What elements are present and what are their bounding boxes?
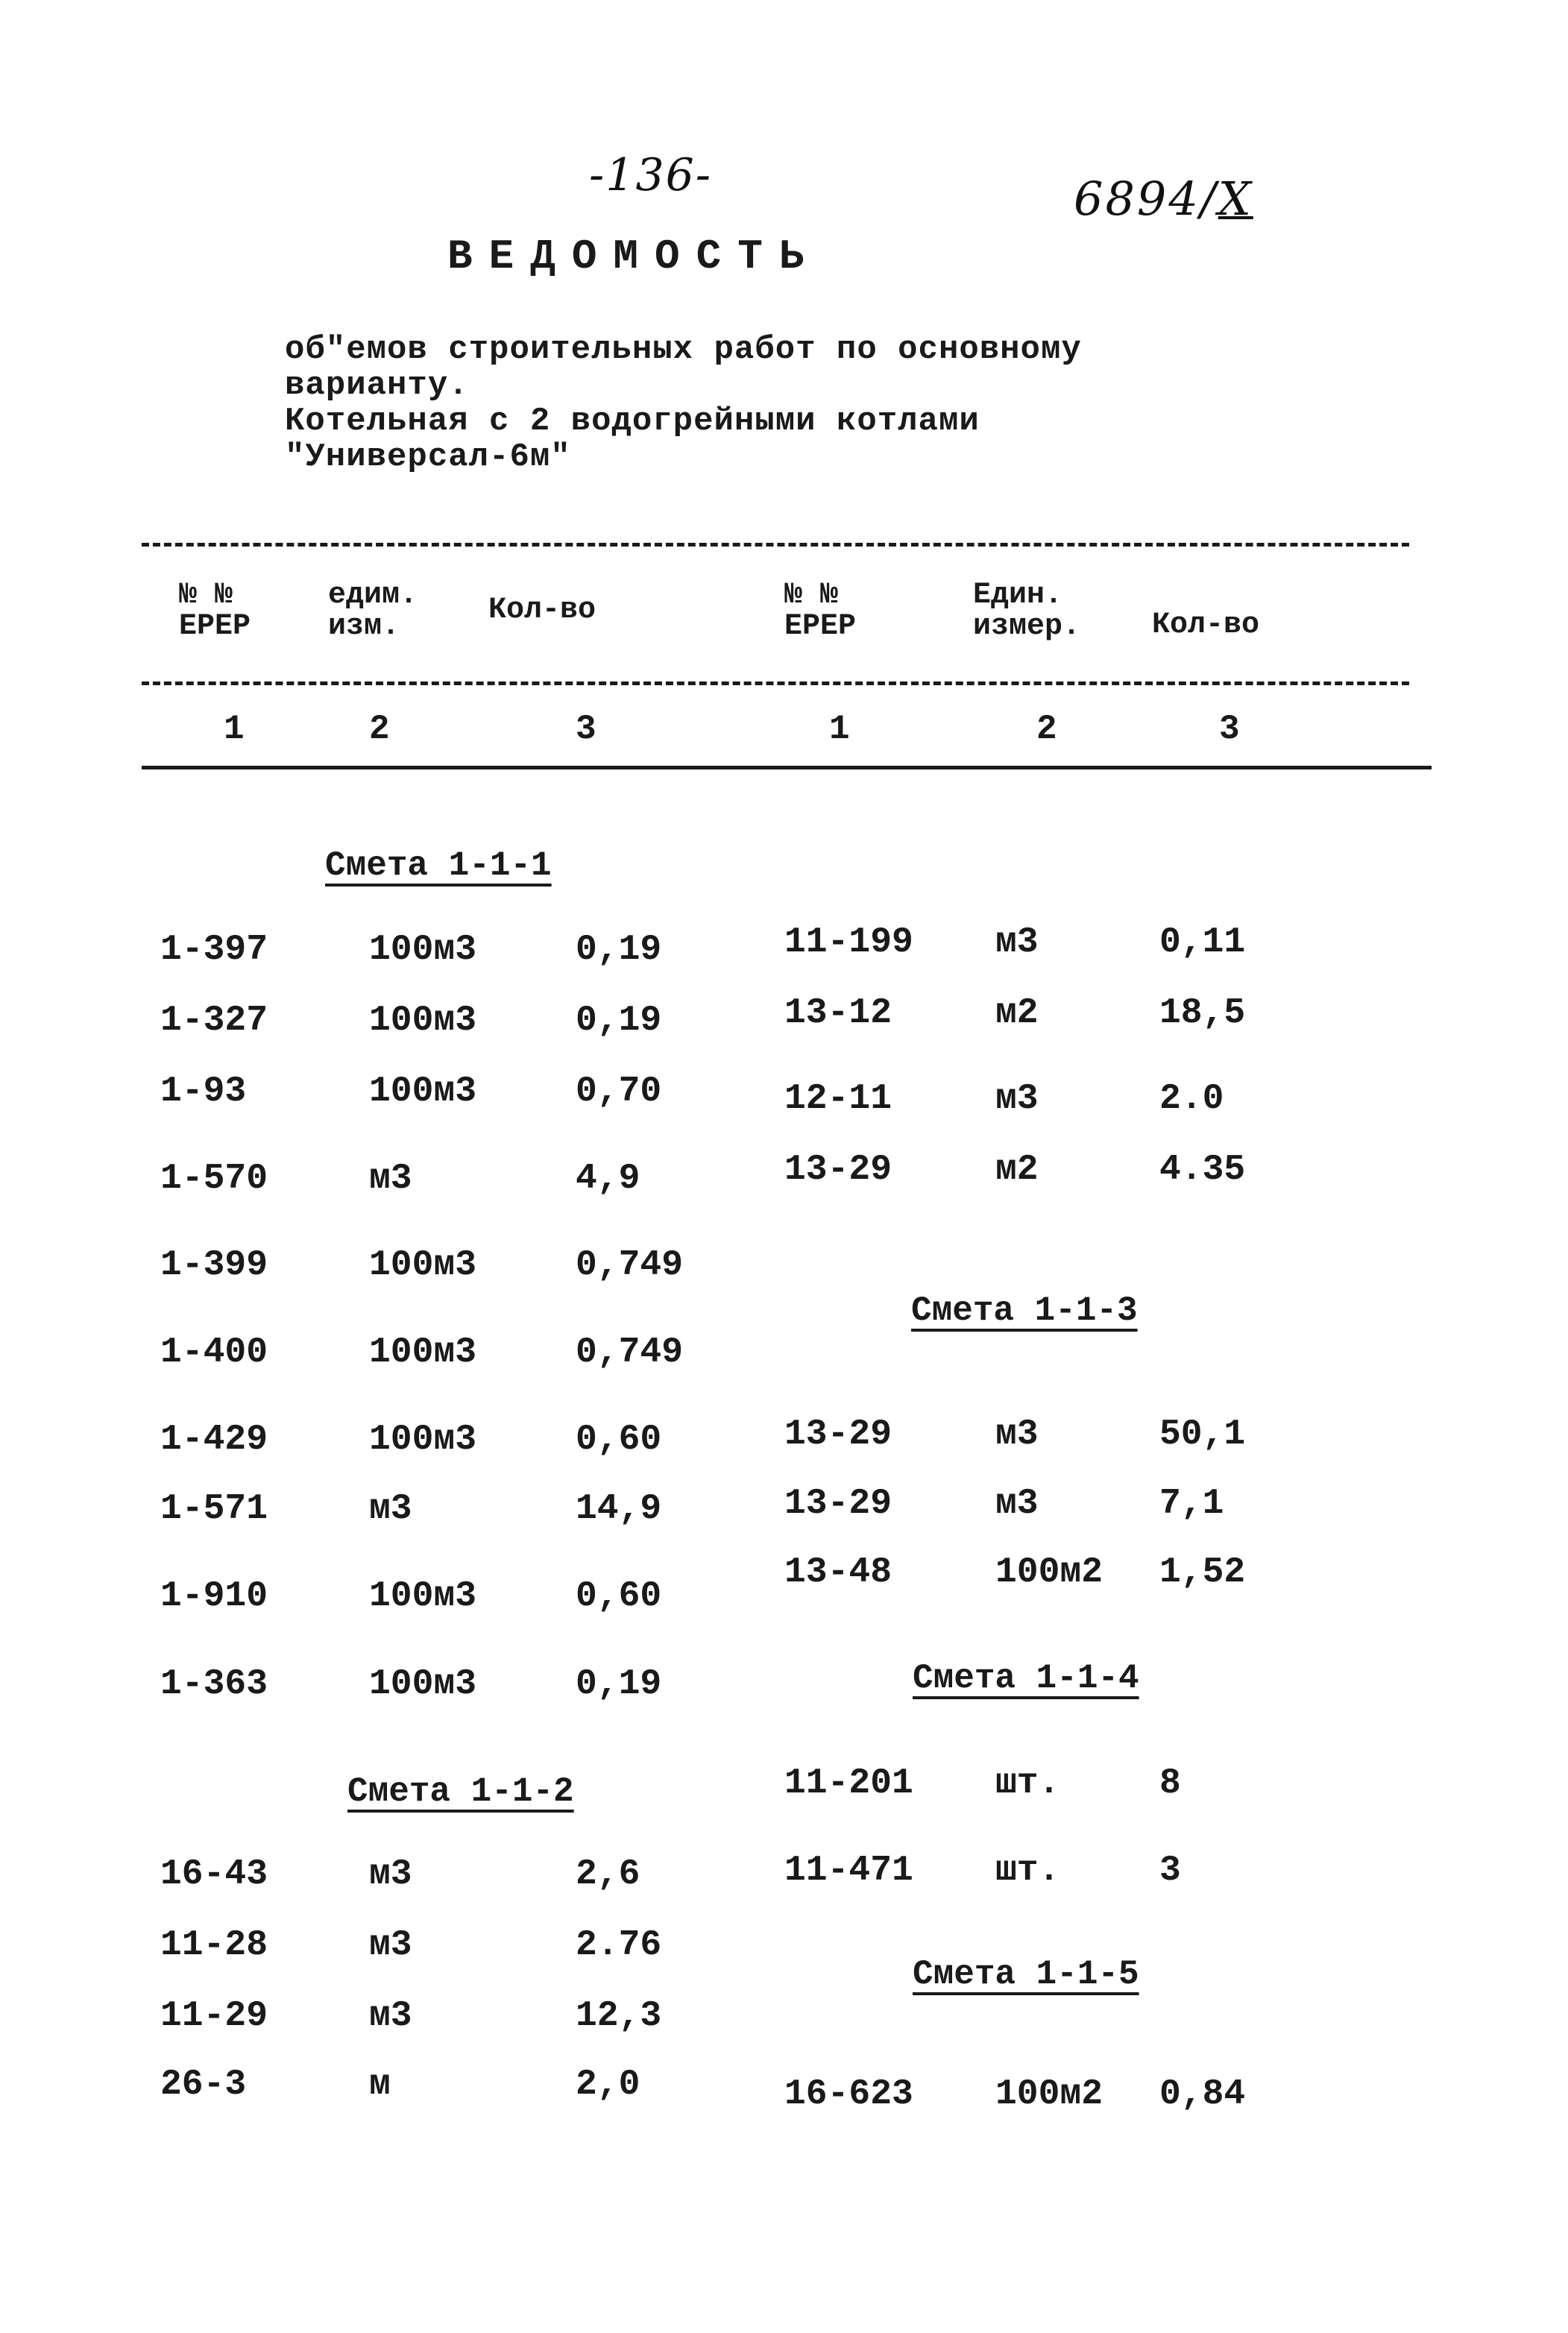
row-unit: шт. bbox=[995, 1763, 1060, 1804]
page-number: -136- bbox=[589, 149, 713, 201]
row-unit: 100м3 bbox=[369, 1245, 477, 1285]
row-code: 12-11 bbox=[784, 1079, 892, 1119]
header-top-rule bbox=[142, 543, 1409, 547]
document-title: ВЕДОМОСТЬ bbox=[447, 233, 821, 280]
row-unit: м3 bbox=[369, 1489, 412, 1529]
row-code: 1-399 bbox=[160, 1245, 268, 1285]
row-qty: 1,52 bbox=[1159, 1552, 1246, 1593]
row-code: 1-429 bbox=[160, 1420, 268, 1460]
row-unit: м2 bbox=[995, 1150, 1039, 1190]
row-unit: м2 bbox=[995, 993, 1039, 1033]
row-unit: 100м3 bbox=[369, 930, 477, 970]
row-qty: 2,0 bbox=[576, 2065, 640, 2105]
column-number: 3 bbox=[1219, 710, 1240, 749]
row-code: 13-48 bbox=[784, 1552, 892, 1593]
row-code: 1-397 bbox=[160, 930, 268, 970]
row-qty: 50,1 bbox=[1159, 1414, 1246, 1455]
row-code: 16-43 bbox=[160, 1854, 268, 1895]
document-code-number: 6894/ bbox=[1074, 171, 1218, 226]
row-code: 11-471 bbox=[784, 1851, 913, 1891]
row-unit: шт. bbox=[995, 1851, 1060, 1891]
row-unit: 100м3 bbox=[369, 1071, 477, 1112]
row-qty: 4,9 bbox=[576, 1159, 640, 1199]
column-number: 3 bbox=[576, 710, 596, 749]
row-unit: м3 bbox=[369, 1159, 412, 1199]
row-qty: 0,19 bbox=[576, 1664, 662, 1704]
row-code: 16-623 bbox=[784, 2074, 913, 2115]
row-unit: м3 bbox=[995, 1484, 1039, 1524]
subtitle-line-3: Котельная с 2 водогрейными котлами bbox=[285, 403, 980, 440]
document-code bbox=[1074, 171, 1253, 226]
row-qty: 2,6 bbox=[576, 1854, 640, 1895]
row-qty: 18,5 bbox=[1159, 993, 1246, 1033]
row-code: 1-363 bbox=[160, 1664, 268, 1704]
row-unit: 100м3 bbox=[369, 1664, 477, 1704]
row-code: 1-327 bbox=[160, 1001, 268, 1041]
row-unit: м3 bbox=[995, 1079, 1039, 1119]
row-unit: 100м3 bbox=[369, 1001, 477, 1041]
row-code: 13-29 bbox=[784, 1414, 892, 1455]
row-code: 1-400 bbox=[160, 1332, 268, 1373]
row-qty: 8 bbox=[1159, 1763, 1181, 1804]
row-code: 11-28 bbox=[160, 1925, 268, 1965]
row-unit: м3 bbox=[369, 1996, 412, 2036]
row-qty: 0,60 bbox=[576, 1576, 662, 1616]
column-number: 1 bbox=[224, 710, 245, 749]
header-left-qty: Кол-во bbox=[488, 594, 596, 627]
section-title: Смета 1-1-4 bbox=[913, 1659, 1139, 1698]
header-middle-rule bbox=[142, 681, 1409, 685]
row-unit: 100м3 bbox=[369, 1420, 477, 1460]
row-qty: 0,60 bbox=[576, 1420, 662, 1460]
row-unit: 100м3 bbox=[369, 1576, 477, 1616]
row-code: 13-29 bbox=[784, 1150, 892, 1190]
row-code: 13-29 bbox=[784, 1484, 892, 1524]
subtitle-line-4: "Универсал-6м" bbox=[285, 438, 571, 476]
row-qty: 0,749 bbox=[576, 1245, 684, 1285]
section-title: Смета 1-1-5 bbox=[913, 1955, 1139, 1994]
header-bottom-rule bbox=[142, 766, 1432, 769]
row-unit: м3 bbox=[369, 1854, 412, 1895]
row-code: 11-29 bbox=[160, 1996, 268, 2036]
row-unit: 100м2 bbox=[995, 2074, 1103, 2115]
row-unit: 100м2 bbox=[995, 1552, 1103, 1593]
column-number: 1 bbox=[829, 710, 850, 749]
row-unit: м bbox=[369, 2065, 391, 2105]
section-title: Смета 1-1-2 bbox=[347, 1772, 574, 1811]
row-unit: м3 bbox=[995, 1414, 1039, 1455]
row-qty: 0,749 bbox=[576, 1332, 684, 1373]
row-qty: 2.76 bbox=[576, 1925, 662, 1965]
row-qty: 0,19 bbox=[576, 1001, 662, 1041]
column-number: 2 bbox=[369, 710, 390, 749]
column-number: 2 bbox=[1036, 710, 1057, 749]
header-right-code: № № ЕРЕР bbox=[784, 579, 857, 643]
header-left-code: № № ЕРЕР bbox=[179, 579, 251, 643]
row-code: 1-570 bbox=[160, 1159, 268, 1199]
header-right-unit: Един. измер. bbox=[973, 579, 1081, 643]
row-code: 26-3 bbox=[160, 2065, 247, 2105]
subtitle-line-1: об"емов строительных работ по основному bbox=[285, 331, 1082, 368]
row-qty: 4.35 bbox=[1159, 1150, 1246, 1190]
header-right-qty: Кол-во bbox=[1152, 608, 1260, 642]
subtitle-line-2: варианту. bbox=[285, 367, 469, 404]
row-qty: 0,19 bbox=[576, 930, 662, 970]
header-left-unit: едим. изм. bbox=[328, 579, 418, 643]
row-qty: 0,84 bbox=[1159, 2074, 1246, 2115]
row-code: 1-93 bbox=[160, 1071, 247, 1112]
section-title: Смета 1-1-1 bbox=[325, 846, 552, 885]
row-qty: 7,1 bbox=[1159, 1484, 1224, 1524]
row-qty: 0,70 bbox=[576, 1071, 662, 1112]
row-unit: м3 bbox=[995, 922, 1039, 963]
row-qty: 12,3 bbox=[576, 1996, 662, 2036]
row-qty: 0,11 bbox=[1159, 922, 1246, 963]
row-qty: 14,9 bbox=[576, 1489, 662, 1529]
row-qty: 2.0 bbox=[1159, 1079, 1224, 1119]
row-code: 11-201 bbox=[784, 1763, 913, 1804]
row-unit: 100м3 bbox=[369, 1332, 477, 1373]
row-unit: м3 bbox=[369, 1925, 412, 1965]
row-qty: 3 bbox=[1159, 1851, 1181, 1891]
row-code: 1-571 bbox=[160, 1489, 268, 1529]
section-title: Смета 1-1-3 bbox=[911, 1291, 1138, 1330]
document-code-suffix: X bbox=[1218, 171, 1253, 226]
row-code: 1-910 bbox=[160, 1576, 268, 1616]
row-code: 13-12 bbox=[784, 993, 892, 1033]
row-code: 11-199 bbox=[784, 922, 913, 963]
